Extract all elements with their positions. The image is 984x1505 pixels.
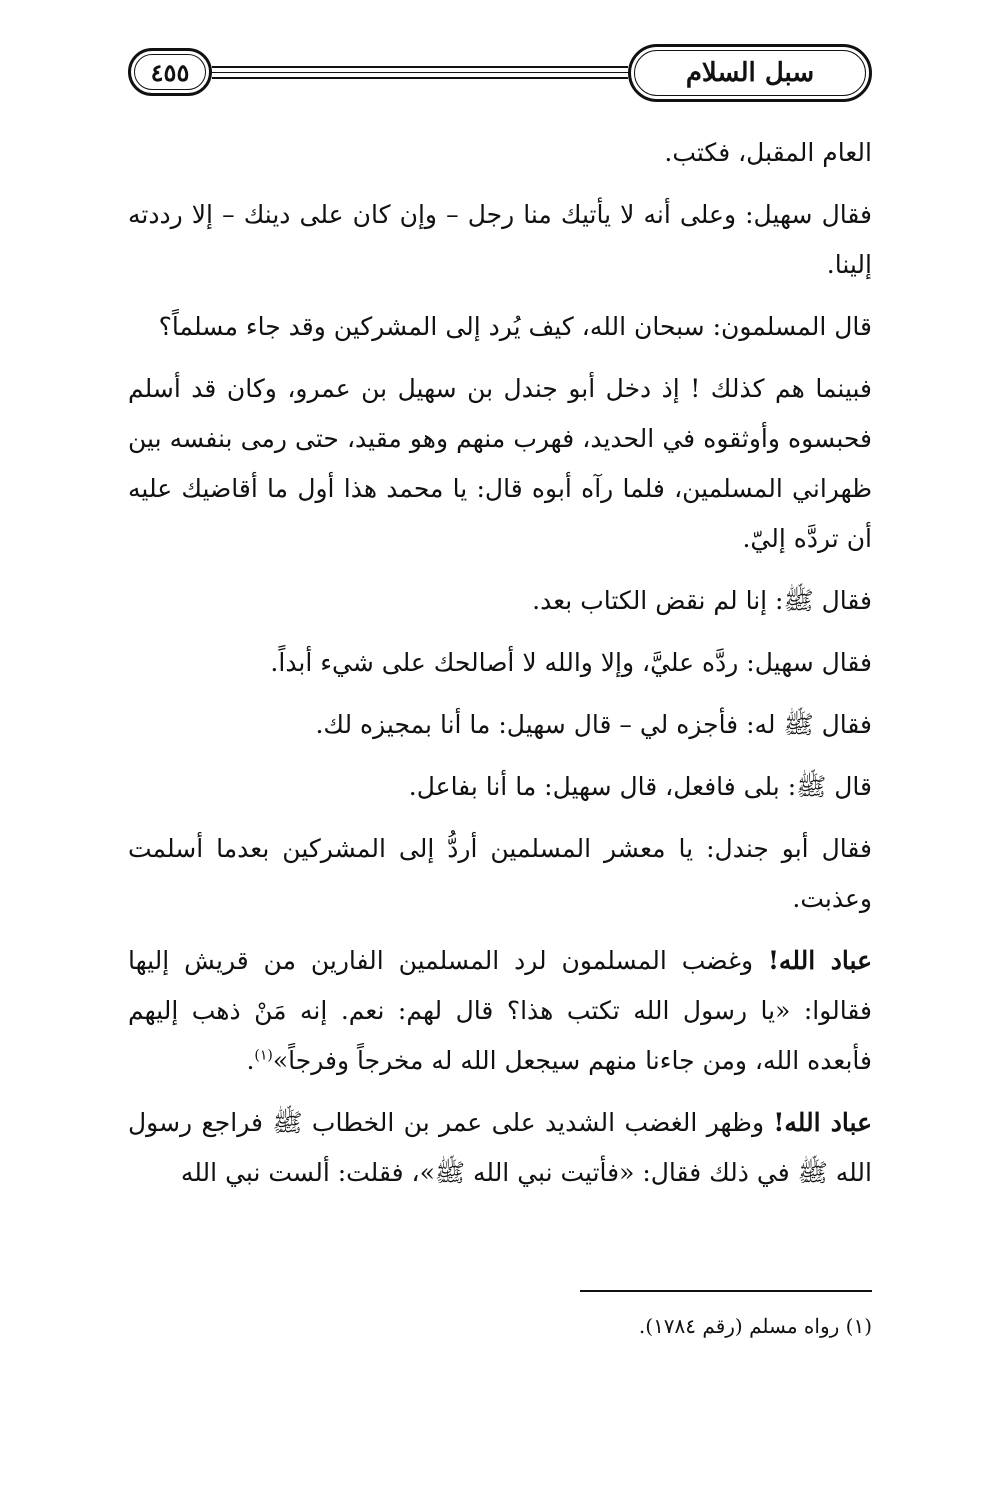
header-rule: [212, 77, 628, 79]
paragraph-lead: عباد الله!: [767, 946, 872, 975]
paragraph: [128, 824, 872, 924]
book-title-frame: [628, 44, 872, 102]
paragraph-tail: .: [246, 1046, 255, 1075]
page-number-frame: [128, 48, 212, 96]
paragraph: [128, 576, 872, 626]
paragraph-text: فقال أبو جندل: يا معشر المسلمين أردُّ إلى المشركين بعدما أسلمت وعذبت.: [128, 834, 872, 913]
book-title: سبل السلام: [685, 58, 815, 88]
paragraph-text: قال المسلمون: سبحان الله، كيف يُرد إلى المشركين وقد جاء مسلماً؟: [158, 312, 872, 341]
paragraph: [128, 936, 872, 1086]
paragraph-text: وغضب المسلمون لرد المسلمين الفارين من قريش إليها فقالوا: «يا رسول الله تكتب هذا؟ قال لهم: نعم. إنه مَنْ ذهب إليهم فأبعده الله، ومن جاءنا منهم سيجعل الله له مخرجاً وفرجاً»: [128, 946, 872, 1075]
footnote: (١) رواه مسلم (رقم ١٧٨٤).: [638, 1314, 872, 1338]
paragraph: [128, 302, 872, 352]
paragraph: [128, 190, 872, 290]
paragraph: [128, 700, 872, 750]
paragraph: [128, 638, 872, 688]
footnote-divider: [580, 1290, 872, 1292]
paragraph-text: فبينما هم كذلك ! إذ دخل أبو جندل بن سهيل بن عمرو، وكان قد أسلم فحبسوه وأوثقوه في الحديد، فهرب منهم وهو مقيد، حتى رمى بنفسه بين ظهراني المسلمين، فلما رآه أبوه قال: يا محمد هذا أول ما أقاضيك عليه أن تردَّه إليّ.: [128, 374, 872, 553]
main-text: [128, 128, 872, 1210]
header-rule: [212, 72, 628, 73]
page-number: ٤٥٥: [150, 57, 190, 87]
paragraph: [128, 1098, 872, 1198]
paragraph: [128, 128, 872, 178]
paragraph-text: فقال سهيل: ردَّه عليَّ، وإلا والله لا أصالحك على شيء أبداً.: [270, 648, 872, 677]
paragraph-text: فقال ﷺ: إنا لم نقض الكتاب بعد.: [532, 586, 872, 615]
header-rule: [212, 66, 628, 68]
running-header: [128, 44, 872, 106]
paragraph-lead: عباد الله!: [773, 1108, 872, 1137]
paragraph-text: العام المقبل، فكتب.: [664, 138, 872, 167]
paragraph: [128, 762, 872, 812]
paragraph-text: قال ﷺ: بلى فافعل، قال سهيل: ما أنا بفاعل.: [408, 772, 872, 801]
paragraph-text: وظهر الغضب الشديد على عمر بن الخطاب ﷺ فراجع رسول الله ﷺ في ذلك فقال: «فأتيت نبي الله ﷺ»، فقلت: ألست نبي الله: [128, 1108, 872, 1187]
paragraph-text: فقال سهيل: وعلى أنه لا يأتيك منا رجل – وإن كان على دينك – إلا رددته إلينا.: [128, 200, 872, 279]
paragraph-text: فقال ﷺ له: فأجزه لي – قال سهيل: ما أنا بمجيزه لك.: [315, 710, 872, 739]
paragraph: [128, 364, 872, 564]
footnote-marker: (١): [254, 1047, 273, 1064]
